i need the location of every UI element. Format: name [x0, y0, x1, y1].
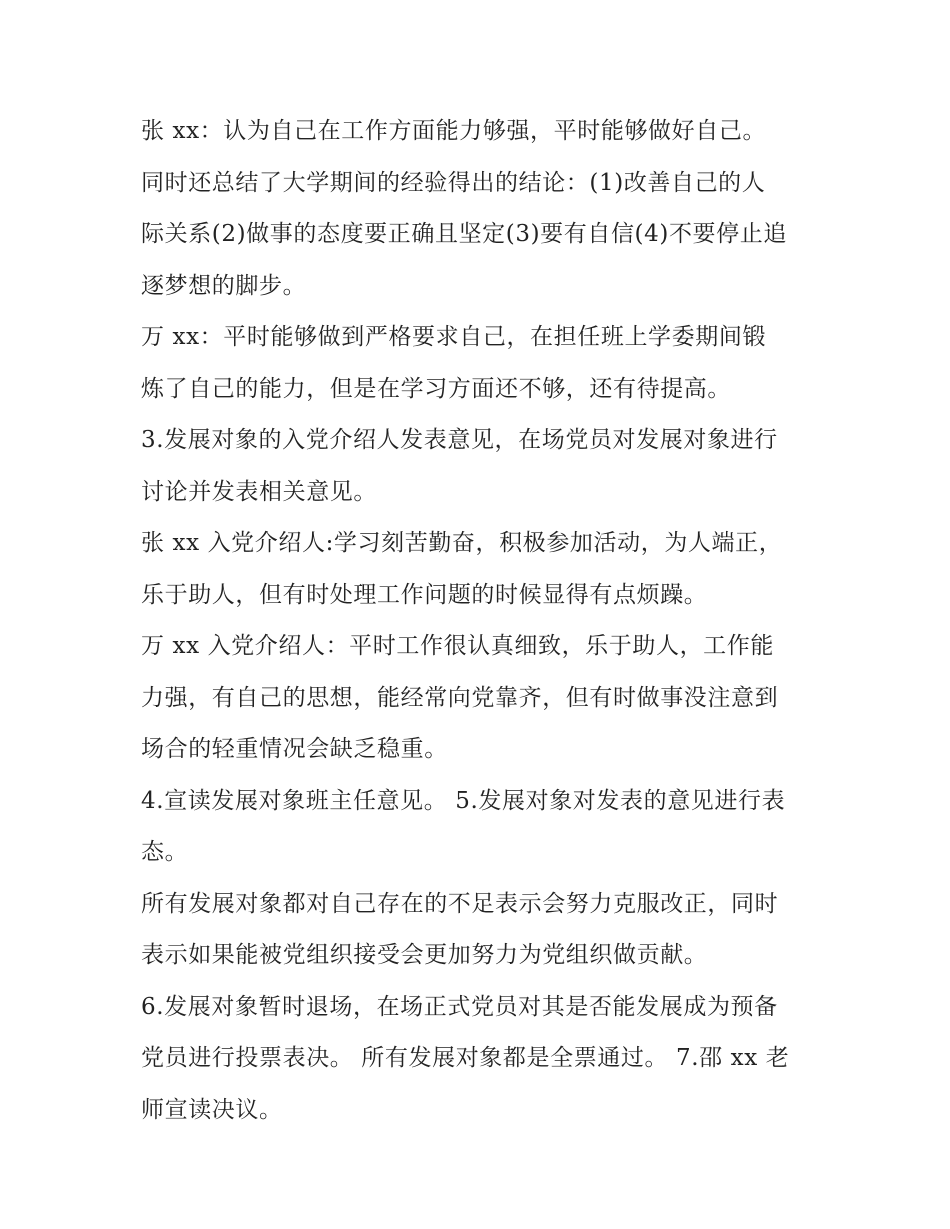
text-line: 同时还总结了大学期间的经验得出的结论：(1)改善自己的人: [141, 169, 766, 196]
paragraph-step-3: [141, 415, 821, 518]
paragraph-wan-self-assessment: [141, 312, 821, 415]
text-line: 师宣读决议。: [141, 1096, 283, 1123]
paragraph-zhang-self-assessment: [141, 106, 821, 312]
text-line: 炼了自己的能力，但是在学习方面还不够，还有待提高。: [141, 375, 731, 402]
paragraph-wan-introducer: [141, 621, 821, 776]
text-line: 万 xx：平时能够做到严格要求自己，在担任班上学委期间锻: [141, 324, 767, 350]
text-line: 4.宣读发展对象班主任意见。 5.发展对象对发表的意见进行表: [141, 787, 786, 814]
text-line: 际关系(2)做事的态度要正确且坚定(3)要有自信(4)不要停止追: [141, 221, 787, 247]
text-line: 场合的轻重情况会缺乏稳重。: [141, 736, 448, 762]
text-line: 所有发展对象都对自己存在的不足表示会努力克服改正，同时: [141, 890, 779, 917]
text-line: 6.发展对象暂时退场，在场正式党员对其是否能发展成为预备: [141, 993, 778, 1020]
document-body: [141, 106, 821, 1136]
text-line: 3.发展对象的入党介绍人发表意见，在场党员对发展对象进行: [141, 427, 778, 453]
text-line: 张 xx：认为自己在工作方面能力够强，平时能够做好自己。: [141, 118, 767, 144]
text-line: 力强，有自己的思想，能经常向党靠齐，但有时做事没注意到: [141, 684, 779, 711]
text-line: 乐于助人，但有时处理工作问题的时候显得有点烦躁。: [141, 581, 708, 608]
paragraph-steps-6-7: [141, 982, 821, 1137]
text-line: 万 xx 入党介绍人：平时工作很认真细致，乐于助人，工作能: [141, 633, 774, 659]
paragraph-steps-4-5: [141, 776, 821, 879]
text-line: 逐梦想的脚步。: [141, 272, 307, 299]
paragraph-zhang-introducer: [141, 518, 821, 621]
text-line: 党员进行投票表决。 所有发展对象都是全票通过。 7.邵 xx 老: [141, 1045, 790, 1071]
paragraph-all-candidates: [141, 879, 821, 982]
text-line: 讨论并发表相关意见。: [141, 478, 377, 505]
text-line: 张 xx 入党介绍人:学习刻苦勤奋，积极参加活动，为人端正，: [141, 530, 783, 556]
text-line: 态。: [141, 839, 189, 865]
text-line: 表示如果能被党组织接受会更加努力为党组织做贡献。: [141, 942, 708, 968]
